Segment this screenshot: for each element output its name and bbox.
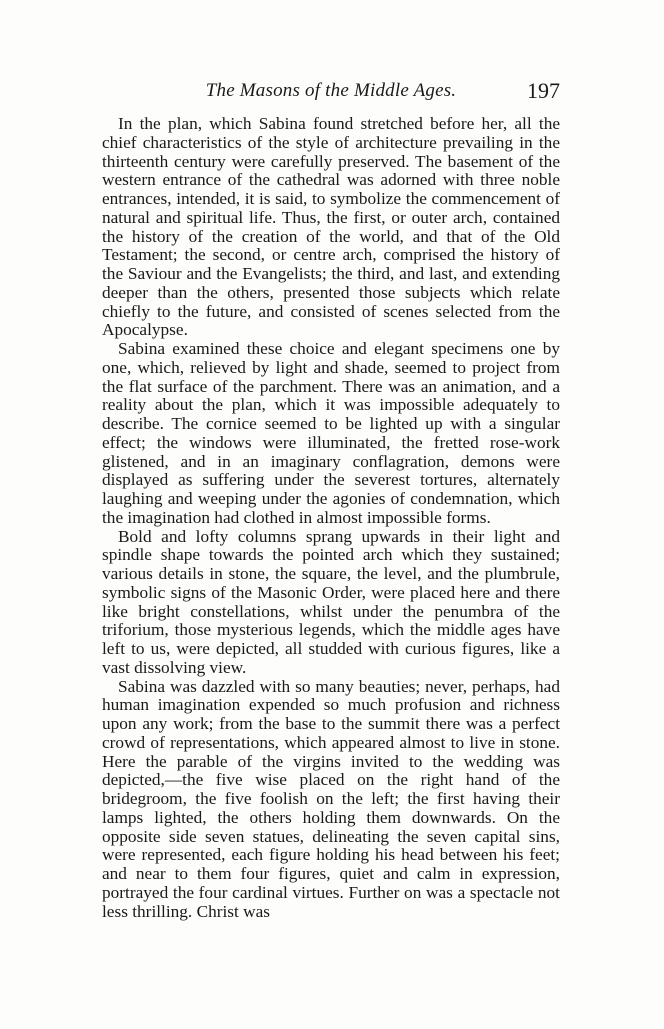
body-text	[102, 115, 560, 921]
running-title: The Masons of the Middle Ages.	[205, 80, 457, 101]
page-number: 197	[527, 78, 560, 103]
paragraph: Sabina was dazzled with so many beauties; never, perhaps, had human imagination expended so much profusion and richness upon any work; from the base to the summit there was a perfect crowd of representations, which appeared almost to live in stone. Here the parable of the virgins invited to the wedding was depicted,—the five wise placed on the right hand of the bridegroom, the five foolish on the left; the first having their lamps lighted, the others holding them downwards. On the opposite side seven statues, delineating the seven capital sins, were represented, each figure holding his head between his feet; and near to them four figures, quiet and calm in expression, portrayed the four cardinal virtues. Further on was a spectacle not less thrilling. Christ was	[102, 676, 560, 921]
running-head	[102, 80, 560, 110]
paragraph: Bold and lofty columns sprang upwards in their light and spindle shape towards the pointed arch which they sustained; various details in stone, the square, the level, and the plumbrule, symbolic signs of the Masonic Order, were placed here and there like bright constellations, whilst under the penumbra of the triforium, those mysterious legends, which the middle ages have left to us, were depicted, all studded with curious figures, like a vast dissolving view.	[102, 526, 560, 677]
paragraph: Sabina examined these choice and elegant specimens one by one, which, relieved by light and shade, seemed to project from the flat surface of the parchment. There was an animation, and a reality about the plan, which it was impossible adequately to describe. The cornice seemed to be lighted up with a singular effect; the windows were illuminated, the fretted rose-work glistened, and in an imaginary conflagration, demons were displayed as suffering under the severest tortures, alternately laughing and weeping under the agonies of condemnation, which the imagination had clothed in almost impossible forms.	[102, 339, 560, 527]
paragraph: In the plan, which Sabina found stretched before her, all the chief characteristics of the style of architecture prevailing in the thirteenth century were carefully preserved. The basement of the western entrance of the cathedral was adorned with three noble entrances, intended, it is said, to symbolize the commencement of natural and spiritual life. Thus, the first, or outer arch, contained the history of the creation of the world, and that of the Old Testament; the second, or centre arch, comprised the history of the Saviour and the Evangelists; the third, and last, and extending deeper than the others, presented those subjects which relate chiefly to the future, and consisted of scenes selected from the Apocalypse.	[102, 114, 560, 340]
